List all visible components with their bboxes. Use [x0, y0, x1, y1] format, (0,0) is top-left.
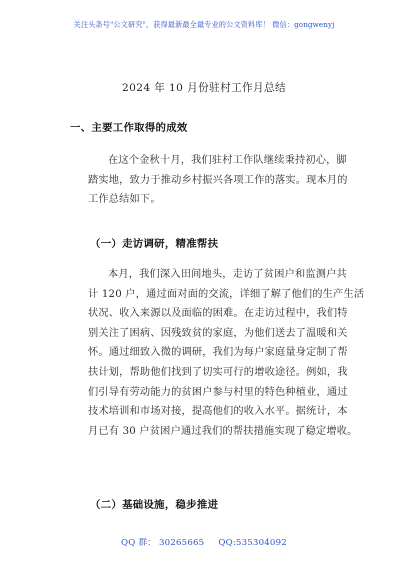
body-line-4: 别关注了困病、因残致贫的家庭，为他们送去了温暖和关 — [88, 327, 348, 339]
intro-line-2: 踏实地，致力于推动乡村振兴各项工作的落实。现本月的 — [88, 174, 348, 186]
body-line-8: 技术培训和市场对接，提高他们的收入水平。据统计，本 — [88, 406, 348, 418]
subsection-1-heading: （一）走访调研，精准帮扶 — [90, 238, 219, 250]
section-1-heading: 一、主要工作取得的成效 — [70, 122, 188, 134]
intro-line-1: 在这个金秋十月，我们驻村工作队继续秉持初心，脚 — [108, 155, 347, 166]
section-1-intro — [88, 151, 348, 210]
body-line-5: 怀。通过细致入微的调研，我们为每户家庭量身定制了帮 — [88, 347, 348, 359]
body-line-1: 本月，我们深入田间地头，走访了贫困户和监测户共 — [108, 269, 347, 280]
promo-banner: 关注头条号"公文研究"，获得最新最全最专业的公文资料库！ 微信：gongwenyj — [73, 20, 335, 29]
body-line-7: 们引导有劳动能力的贫困户参与村里的特色种植业，通过 — [88, 386, 348, 398]
body-line-6: 扶计划，帮助他们找到了切实可行的增收途径。例如，我 — [88, 366, 348, 378]
body-line-9: 月已有 30 户贫困户通过我们的帮扶措施实现了稳定增收。 — [88, 425, 358, 437]
intro-line-3: 工作总结如下。 — [88, 194, 161, 206]
footer-contact — [0, 536, 408, 548]
qq-number: QQ:535304092 — [218, 538, 287, 548]
qq-group-number: QQ 群： 30265665 — [121, 538, 205, 548]
body-line-2: 计 120 户，通过面对面的交流，详细了解了他们的生产生活 — [88, 288, 365, 300]
document-title: 2024 年 10 月份驻村工作月总结 — [121, 82, 287, 94]
body-line-3: 状况、收入来源以及面临的困难。在走访过程中，我们特 — [88, 308, 348, 320]
subsection-2-heading: （二）基础设施，稳步推进 — [90, 499, 219, 511]
subsection-1-body — [88, 265, 365, 441]
